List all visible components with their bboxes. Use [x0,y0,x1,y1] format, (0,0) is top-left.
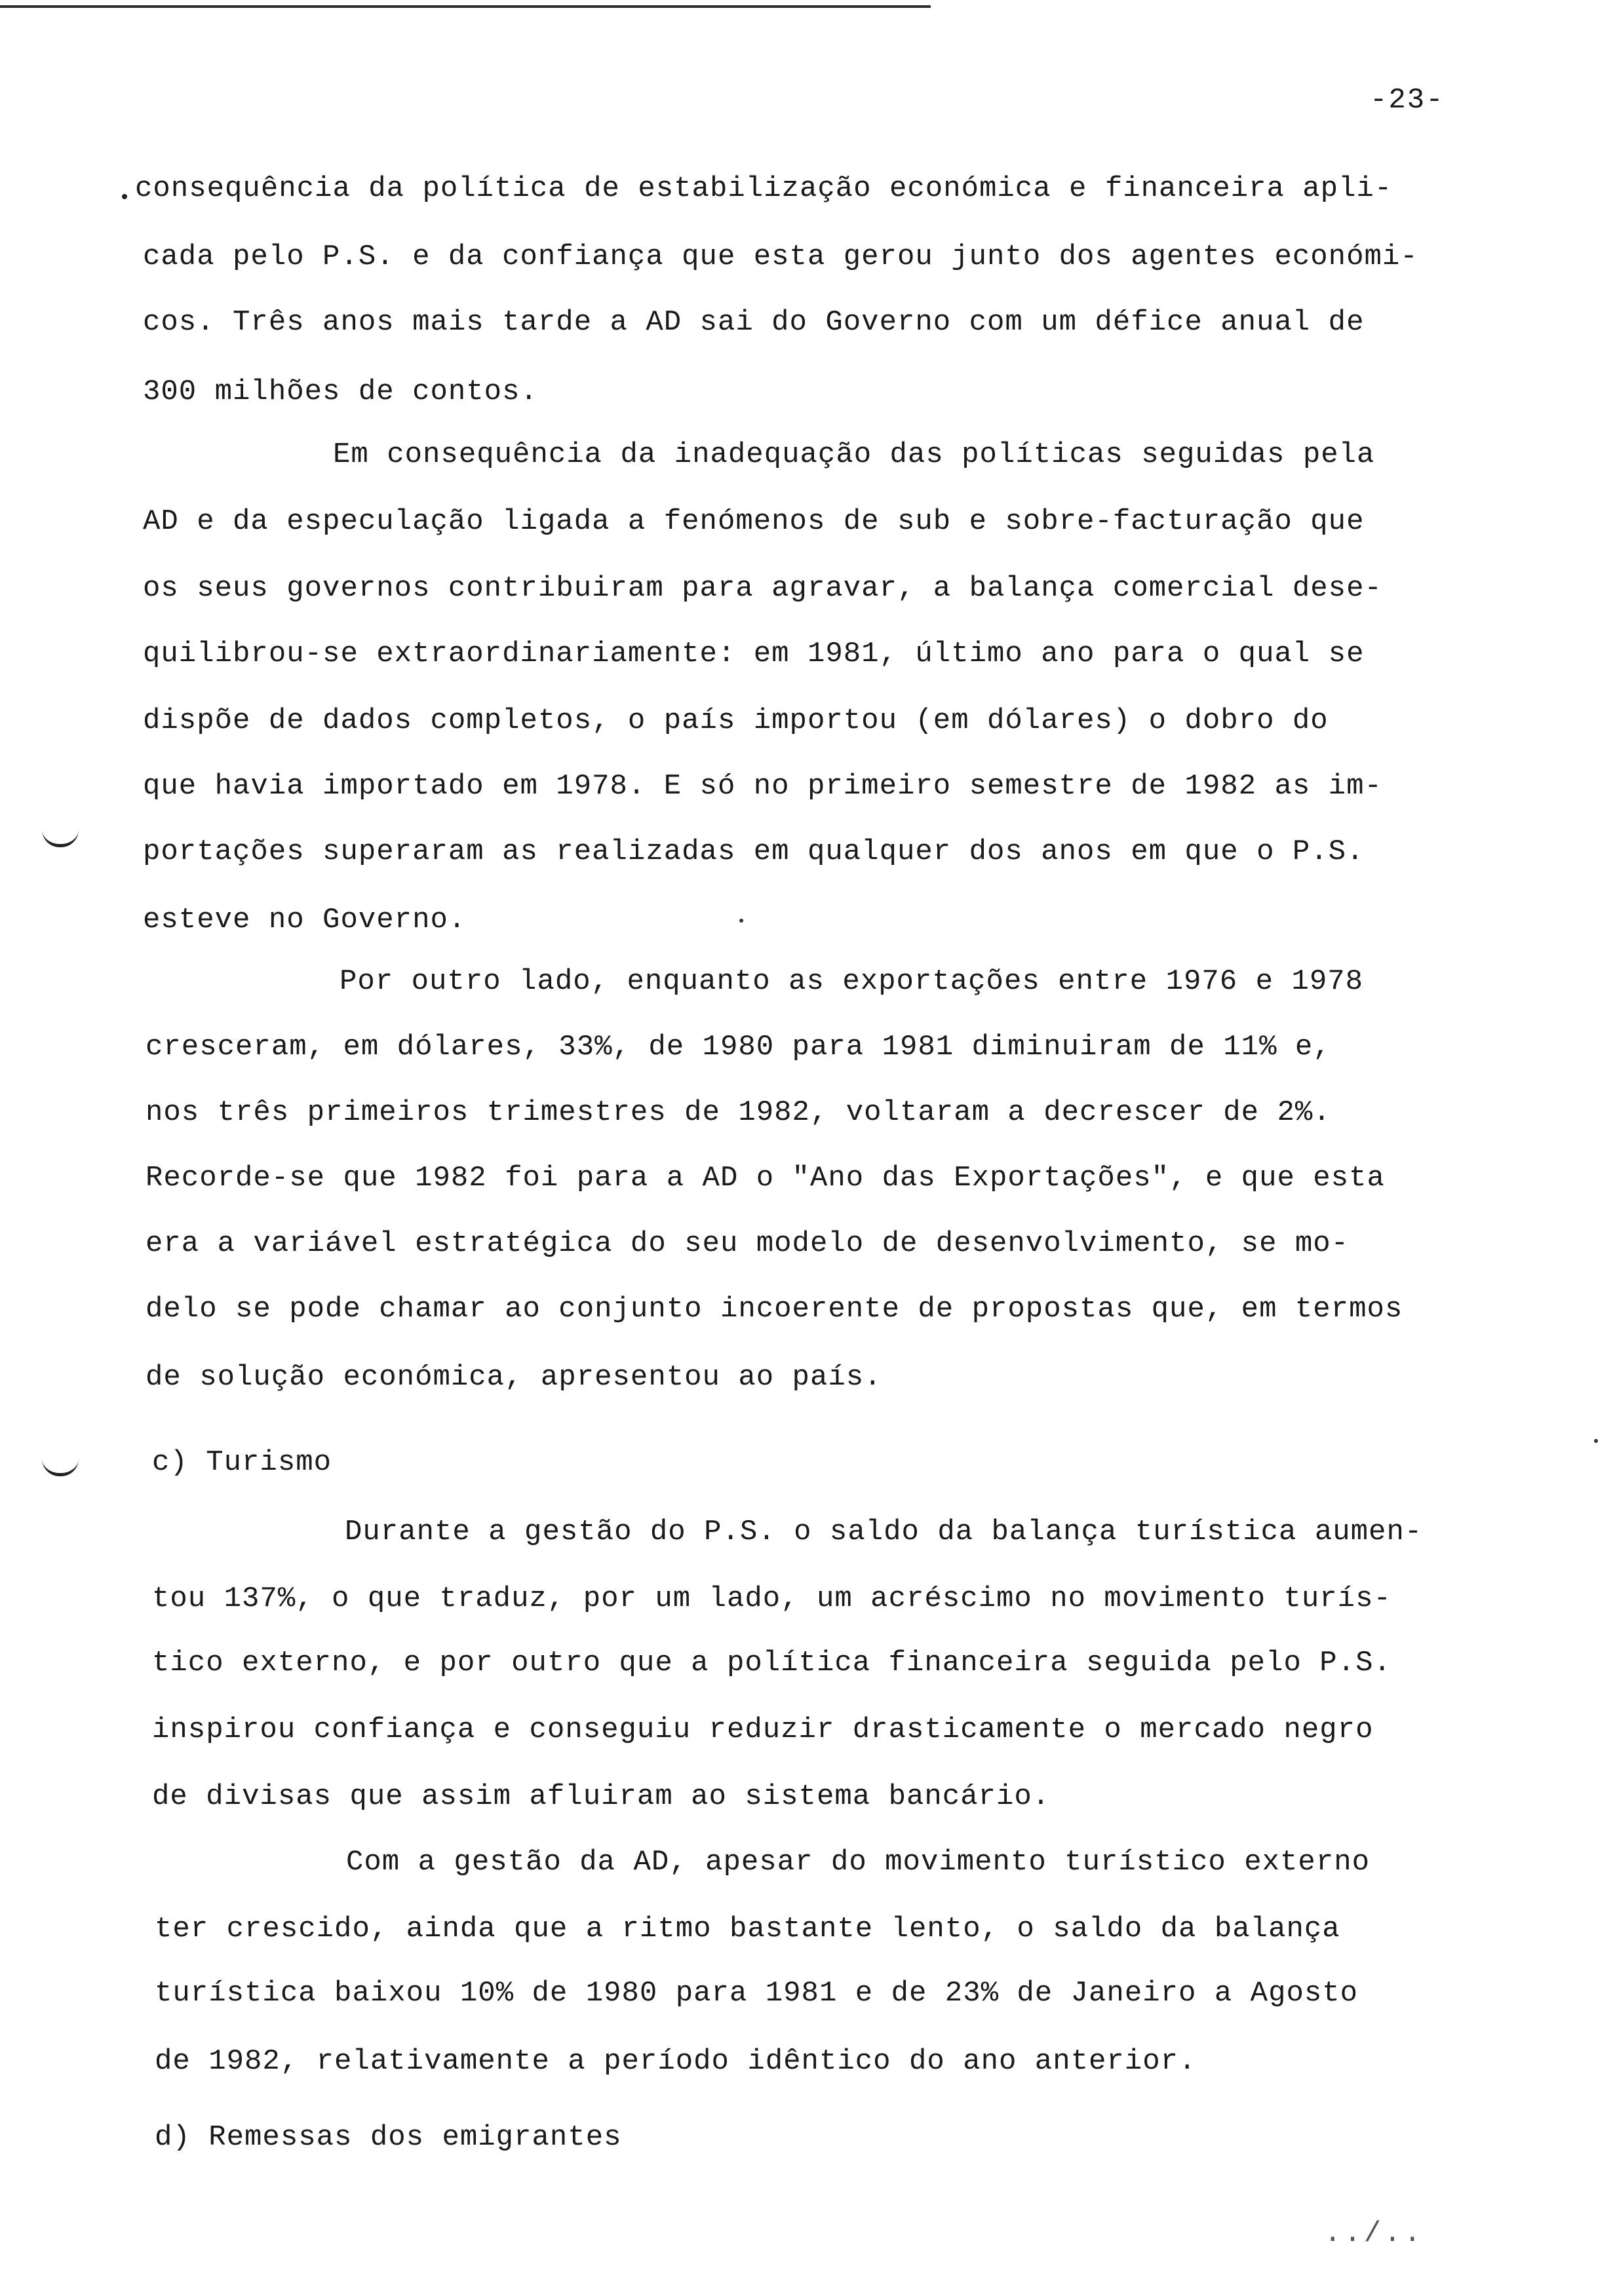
text-line: 300 milhões de contos. [143,375,538,408]
text-line: de 1982, relativamente a período idêntico do ano anterior. [155,2045,1197,2078]
text-line: cresceram, em dólares, 33%, de 1980 para 1981 diminuiram de 11% e, [146,1031,1331,1063]
stray-dot [739,919,743,923]
text-line: cada pelo P.S. e da confiança que esta gerou junto dos agentes económi- [143,240,1418,273]
text-line: os seus governos contribuiram para agravar, a balança comercial dese- [143,572,1382,605]
text-line: delo se pode chamar ao conjunto incoerente de propostas que, em termos [146,1293,1403,1326]
text-line: que havia importado em 1978. E só no primeiro semestre de 1982 as im- [143,770,1382,803]
continuation-mark: ../.. [1324,2217,1424,2250]
text-line: Em consequência da inadequação das políticas seguidas pela [333,438,1375,471]
section-heading: d) Remessas dos emigrantes [155,2121,622,2154]
section-heading: c) Turismo [152,1446,332,1479]
stray-dot [1594,1439,1598,1443]
text-line: quilibrou-se extraordinariamente: em 1981, último ano para o qual se [143,638,1365,670]
text-line: era a variável estratégica do seu modelo de desenvolvimento, se mo- [146,1227,1350,1260]
text-line: portações superaram as realizadas em qualquer dos anos em que o P.S. [143,835,1365,868]
text-line: cos. Três anos mais tarde a AD sai do Governo com um défice anual de [143,306,1365,339]
text-line: turística baixou 10% de 1980 para 1981 e de 23% de Janeiro a Agosto [155,1977,1359,2010]
text-line: Recorde-se que 1982 foi para a AD o "Ano das Exportações", e que esta [146,1162,1385,1195]
text-line: inspirou confiança e conseguiu reduzir drasticamente o mercado negro [152,1713,1374,1746]
text-line: dispõe de dados completos, o país importou (em dólares) o dobro do [143,704,1329,737]
page-number: -23- [1370,84,1445,117]
text-line: AD e da especulação ligada a fenómenos de sub e sobre-facturação que [143,505,1365,538]
text-line: tico externo, e por outro que a política financeira seguida pelo P.S. [152,1647,1391,1679]
text-line: ter crescido, ainda que a ritmo bastante lento, o saldo da balança [155,1913,1340,1945]
text-line: consequência da política de estabilização económica e financeira apli- [135,172,1393,205]
text-line: Com a gestão da AD, apesar do movimento turístico externo [346,1846,1371,1879]
text-line: Durante a gestão do P.S. o saldo da balança turística aumen- [345,1516,1423,1548]
text-line: Por outro lado, enquanto as exportações entre 1976 e 1978 [340,965,1364,998]
text-line: de divisas que assim afluiram ao sistema bancário. [152,1780,1051,1813]
text-line: de solução económica, apresentou ao país. [146,1361,882,1394]
text-line: esteve no Governo. [143,904,467,936]
text-line: tou 137%, o que traduz, por um lado, um acréscimo no movimento turís- [152,1582,1391,1615]
text-line: nos três primeiros trimestres de 1982, voltaram a decrescer de 2%. [146,1096,1331,1129]
